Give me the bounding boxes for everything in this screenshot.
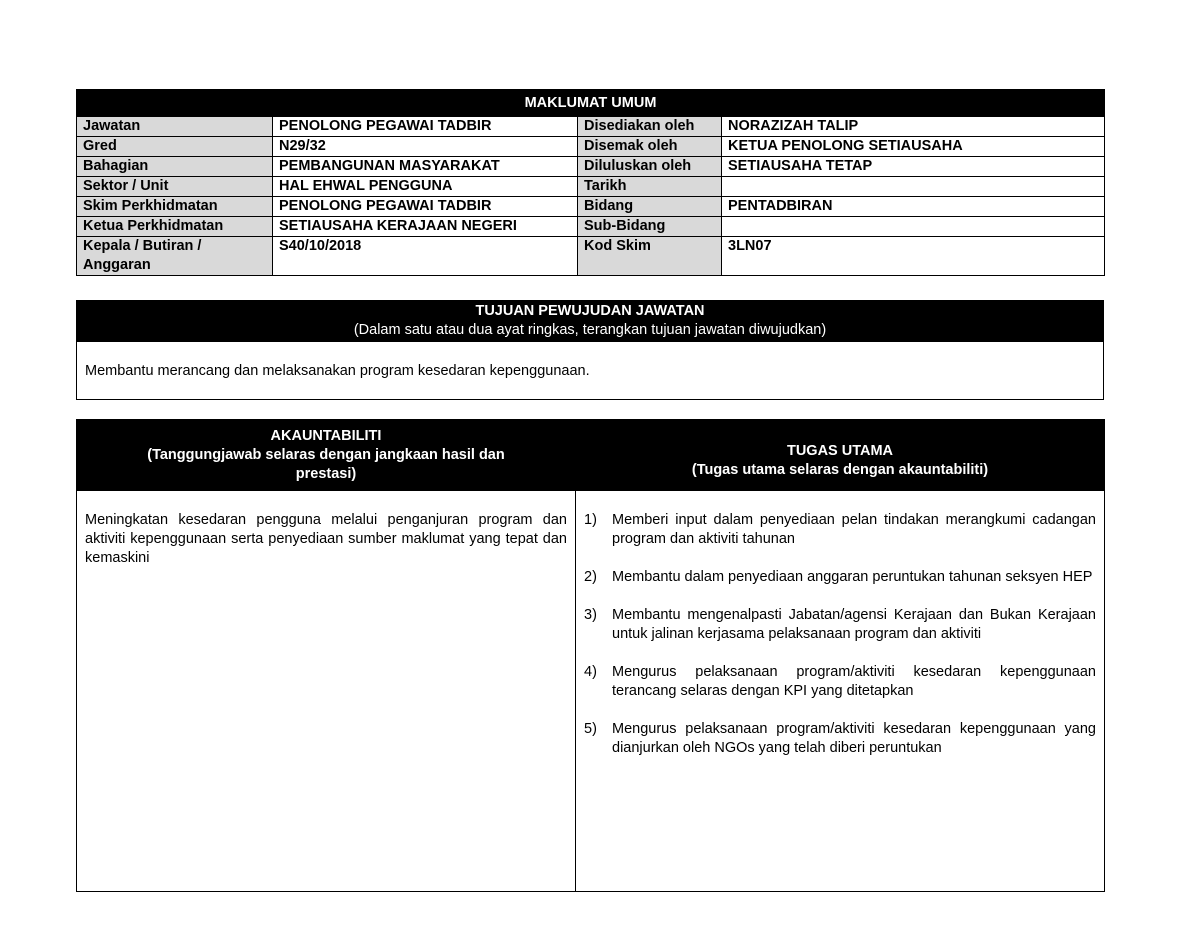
label-disediakan-oleh: Disediakan oleh xyxy=(578,117,722,137)
label-kod-skim: Kod Skim xyxy=(578,237,722,276)
label-skim-perkhidmatan: Skim Perkhidmatan xyxy=(77,197,273,217)
item-number: 2) xyxy=(584,569,597,585)
value-sektor-unit: HAL EHWAL PENGGUNA xyxy=(273,177,578,197)
tugas-utama-header xyxy=(576,420,1105,491)
label-diluluskan-oleh: Diluluskan oleh xyxy=(578,157,722,177)
value-sub-bidang xyxy=(722,217,1105,237)
item-text: Membantu mengenalpasti Jabatan/agensi Kerajaan dan Bukan Kerajaan untuk jalinan kerjasama pelaksanaan program dan aktiviti xyxy=(612,607,1096,642)
maklumat-umum-title: MAKLUMAT UMUM xyxy=(77,90,1105,117)
value-diluluskan-oleh: SETIAUSAHA TETAP xyxy=(722,157,1105,177)
akauntabiliti-body xyxy=(77,491,576,892)
value-kod-skim: 3LN07 xyxy=(722,237,1105,276)
list-item xyxy=(584,720,1096,758)
value-disediakan-oleh: NORAZIZAH TALIP xyxy=(722,117,1105,137)
akauntabiliti-subtitle: (Tanggungjawab selaras dengan jangkaan hasil dan prestasi) xyxy=(147,446,505,482)
item-number: 1) xyxy=(584,512,597,528)
value-kepala-butiran: S40/10/2018 xyxy=(273,237,578,276)
list-item xyxy=(584,606,1096,644)
akauntabiliti-header xyxy=(77,420,576,491)
akauntabiliti-title: AKAUNTABILITI xyxy=(270,427,382,444)
tugas-utama-title: TUGAS UTAMA xyxy=(786,443,894,459)
value-ketua-perkhidmatan: SETIAUSAHA KERAJAAN NEGERI xyxy=(273,217,578,237)
akauntabiliti-table xyxy=(76,419,1105,892)
table-row xyxy=(77,117,1105,137)
value-disemak-oleh: KETUA PENOLONG SETIAUSAHA xyxy=(722,137,1105,157)
list-item xyxy=(584,511,1096,549)
label-ketua-perkhidmatan: Ketua Perkhidmatan xyxy=(77,217,273,237)
tugas-utama-body xyxy=(576,491,1105,892)
tujuan-table xyxy=(76,300,1104,400)
table-row xyxy=(77,197,1105,217)
item-text: Memberi input dalam penyediaan pelan tindakan merangkumi cadangan program dan aktiviti tahunan xyxy=(612,512,1096,547)
label-gred: Gred xyxy=(77,137,273,157)
list-item xyxy=(584,568,1096,587)
table-row xyxy=(77,137,1105,157)
akauntabiliti-text: Meningkatan kesedaran pengguna melalui penganjuran program dan aktiviti kepenggunaan serta penyediaan sumber maklumat yang tepat dan kemaskini xyxy=(85,512,567,566)
value-jawatan: PENOLONG PEGAWAI TADBIR xyxy=(273,117,578,137)
tugas-utama-subtitle: (Tugas utama selaras dengan akauntabiliti) xyxy=(691,462,989,478)
value-tarikh xyxy=(722,177,1105,197)
maklumat-umum-table xyxy=(76,89,1105,276)
table-row xyxy=(77,177,1105,197)
value-bidang: PENTADBIRAN xyxy=(722,197,1105,217)
item-text: Mengurus pelaksanaan program/aktiviti kesedaran kepenggunaan yang dianjurkan oleh NGOs yang telah diberi peruntukan xyxy=(612,721,1096,756)
tujuan-body: Membantu merancang dan melaksanakan program kesedaran kepenggunaan. xyxy=(77,342,1104,400)
value-gred: N29/32 xyxy=(273,137,578,157)
table-row xyxy=(77,157,1105,177)
tugas-list xyxy=(584,511,1096,758)
tujuan-header xyxy=(77,301,1104,342)
label-jawatan: Jawatan xyxy=(77,117,273,137)
value-bahagian: PEMBANGUNAN MASYARAKAT xyxy=(273,157,578,177)
label-tarikh: Tarikh xyxy=(578,177,722,197)
tujuan-subtitle: (Dalam satu atau dua ayat ringkas, terangkan tujuan jawatan diwujudkan) xyxy=(353,322,827,338)
tujuan-title: TUJUAN PEWUJUDAN JAWATAN xyxy=(475,303,705,319)
table-row xyxy=(77,237,1105,276)
item-number: 4) xyxy=(584,664,597,680)
item-text: Membantu dalam penyediaan anggaran peruntukan tahunan seksyen HEP xyxy=(612,569,1093,585)
item-text: Mengurus pelaksanaan program/aktiviti kesedaran kepenggunaan terancang selaras dengan KPI yang ditetapkan xyxy=(612,664,1096,699)
label-sektor-unit: Sektor / Unit xyxy=(77,177,273,197)
item-number: 5) xyxy=(584,721,597,737)
label-disemak-oleh: Disemak oleh xyxy=(578,137,722,157)
list-item xyxy=(584,663,1096,701)
value-skim-perkhidmatan: PENOLONG PEGAWAI TADBIR xyxy=(273,197,578,217)
item-number: 3) xyxy=(584,607,597,623)
table-row xyxy=(77,217,1105,237)
label-sub-bidang: Sub-Bidang xyxy=(578,217,722,237)
label-bidang: Bidang xyxy=(578,197,722,217)
label-kepala-butiran: Kepala / Butiran / Anggaran xyxy=(77,237,273,276)
label-bahagian: Bahagian xyxy=(77,157,273,177)
